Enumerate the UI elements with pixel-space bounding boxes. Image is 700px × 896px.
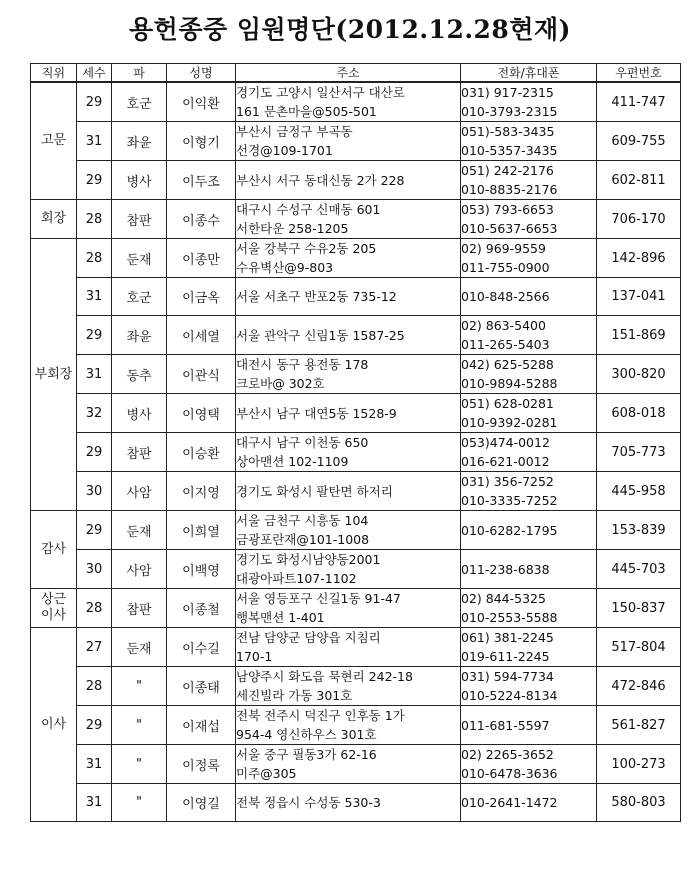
address-cell-line: 대전시 동구 용전동 178 — [236, 357, 369, 372]
name-cell: 이종수 — [167, 200, 236, 239]
address-cell-line: 서울 서초구 반포2동 735-12 — [236, 289, 397, 304]
position-cell — [31, 82, 77, 200]
table-row — [31, 278, 681, 316]
address-cell-line: 대구시 남구 이천동 650 — [236, 435, 369, 450]
phone-cell-line: 010-6282-1795 — [461, 522, 558, 538]
generation-cell: 28 — [77, 239, 112, 278]
table-row — [31, 472, 681, 511]
generation-cell: 29 — [77, 433, 112, 472]
address-cell-line: 161 문촌마을@505-501 — [236, 104, 377, 119]
phone-cell-line: 051)-583-3435 — [461, 124, 555, 139]
position-cell — [31, 628, 77, 822]
generation-cell: 31 — [77, 122, 112, 161]
address-cell-line: 954-4 영신하우스 301호 — [236, 727, 377, 742]
position-cell-line: 이사 — [40, 608, 67, 623]
name-cell: 이수길 — [167, 628, 236, 667]
phone-cell — [461, 278, 597, 316]
zip-cell: 137-041 — [597, 278, 681, 316]
generation-cell: 29 — [77, 82, 112, 122]
branch-cell: " — [112, 784, 167, 822]
address-cell — [236, 589, 461, 628]
table-row — [31, 394, 681, 433]
name-cell: 이관식 — [167, 355, 236, 394]
address-cell-line: 부산시 서구 동대신동 2가 228 — [236, 172, 405, 188]
phone-cell-line: 010-2553-5588 — [461, 610, 558, 625]
position-cell — [31, 200, 77, 239]
phone-cell-line: 016-621-0012 — [461, 454, 550, 469]
phone-cell-line: 02) 844-5325 — [461, 591, 546, 606]
zip-cell: 517-804 — [597, 628, 681, 667]
address-cell-line: 서한타운 258-1205 — [236, 221, 349, 236]
zip-cell: 705-773 — [597, 433, 681, 472]
phone-cell-line: 011-265-5403 — [461, 337, 550, 352]
address-cell-line: 전남 담양군 담양읍 지침리 — [236, 630, 381, 645]
generation-cell: 29 — [77, 511, 112, 550]
generation-cell: 31 — [77, 355, 112, 394]
generation-cell: 29 — [77, 316, 112, 355]
table-row — [31, 433, 681, 472]
generation-cell: 30 — [77, 550, 112, 589]
zip-cell: 472-846 — [597, 667, 681, 706]
address-cell — [236, 628, 461, 667]
address-cell-line: 크로바@ 302호 — [236, 376, 325, 391]
phone-cell — [461, 200, 597, 239]
address-cell-line: 경기도 화성시 팔탄면 하저리 — [236, 483, 393, 499]
address-cell — [236, 433, 461, 472]
phone-cell-line: 02) 2265-3652 — [461, 747, 554, 762]
column-header-address: 주소 — [236, 64, 461, 83]
phone-cell — [461, 122, 597, 161]
name-cell: 이금옥 — [167, 278, 236, 316]
zip-cell: 608-018 — [597, 394, 681, 433]
phone-cell-line: 010-5357-3435 — [461, 143, 558, 158]
address-cell-line: 세진빌라 가동 301호 — [236, 688, 353, 703]
table-row — [31, 82, 681, 122]
position-cell-line: 이사 — [40, 716, 67, 732]
zip-cell: 153-839 — [597, 511, 681, 550]
address-cell-line: 서울 영등포구 신길1동 91-47 — [236, 591, 401, 606]
table-row — [31, 316, 681, 355]
phone-cell — [461, 472, 597, 511]
address-cell — [236, 511, 461, 550]
table-row — [31, 239, 681, 278]
phone-cell — [461, 82, 597, 122]
phone-cell-line: 010-3335-7252 — [461, 493, 558, 508]
phone-cell — [461, 161, 597, 200]
phone-cell-line: 053)474-0012 — [461, 435, 550, 450]
branch-cell: 좌윤 — [112, 122, 167, 161]
name-cell: 이형기 — [167, 122, 236, 161]
table-row — [31, 511, 681, 550]
phone-cell — [461, 745, 597, 784]
branch-cell: 둔재 — [112, 511, 167, 550]
branch-cell: 좌윤 — [112, 316, 167, 355]
address-cell — [236, 394, 461, 433]
zip-cell: 300-820 — [597, 355, 681, 394]
address-cell — [236, 82, 461, 122]
address-cell — [236, 316, 461, 355]
branch-cell: " — [112, 745, 167, 784]
phone-cell — [461, 433, 597, 472]
generation-cell: 32 — [77, 394, 112, 433]
generation-cell: 27 — [77, 628, 112, 667]
officer-roster-table — [30, 63, 681, 822]
name-cell: 이종만 — [167, 239, 236, 278]
generation-cell: 31 — [77, 278, 112, 316]
address-cell — [236, 667, 461, 706]
address-cell-line: 대구시 수성구 신매동 601 — [236, 202, 381, 217]
table-row — [31, 706, 681, 745]
phone-cell-line: 010-6478-3636 — [461, 766, 558, 781]
zip-cell: 142-896 — [597, 239, 681, 278]
address-cell — [236, 550, 461, 589]
branch-cell: 둔재 — [112, 239, 167, 278]
table-row — [31, 784, 681, 822]
zip-cell: 706-170 — [597, 200, 681, 239]
generation-cell: 28 — [77, 589, 112, 628]
address-cell-line: 경기도 화성시남양동2001 — [236, 552, 381, 567]
address-cell-line: 미주@305 — [236, 766, 297, 781]
phone-cell-line: 010-3793-2315 — [461, 104, 558, 119]
phone-cell — [461, 706, 597, 745]
column-header-phone: 전화/휴대폰 — [461, 64, 597, 83]
position-cell-line: 감사 — [40, 541, 67, 557]
name-cell: 이승환 — [167, 433, 236, 472]
phone-cell — [461, 667, 597, 706]
phone-cell — [461, 550, 597, 589]
name-cell: 이두조 — [167, 161, 236, 200]
position-cell-line: 상근 — [40, 592, 67, 607]
generation-cell: 28 — [77, 667, 112, 706]
zip-cell: 580-803 — [597, 784, 681, 822]
address-cell — [236, 278, 461, 316]
table-header — [31, 64, 681, 83]
address-cell — [236, 161, 461, 200]
branch-cell: 호군 — [112, 82, 167, 122]
column-header-name: 성명 — [167, 64, 236, 83]
address-cell — [236, 239, 461, 278]
zip-cell: 151-869 — [597, 316, 681, 355]
phone-cell-line: 042) 625-5288 — [461, 357, 554, 372]
column-header-zip: 우편번호 — [597, 64, 681, 83]
branch-cell: 참판 — [112, 433, 167, 472]
column-header-branch: 파 — [112, 64, 167, 83]
position-cell — [31, 589, 77, 628]
name-cell: 이종태 — [167, 667, 236, 706]
column-header-generation: 세수 — [77, 64, 112, 83]
branch-cell: 사암 — [112, 550, 167, 589]
branch-cell: 호군 — [112, 278, 167, 316]
name-cell: 이익환 — [167, 82, 236, 122]
address-cell — [236, 355, 461, 394]
address-cell-line: 행복맨션 1-401 — [236, 610, 325, 625]
phone-cell — [461, 316, 597, 355]
position-cell-line: 고문 — [40, 133, 67, 148]
zip-cell: 150-837 — [597, 589, 681, 628]
address-cell-line: 수유벽산@9-803 — [236, 260, 334, 275]
address-cell-line: 서울 금천구 시흥동 104 — [236, 513, 369, 528]
page-title: 용헌종중 임원명단(2012.12.28현재) — [129, 15, 571, 44]
branch-cell: " — [112, 667, 167, 706]
phone-cell-line: 053) 793-6653 — [461, 202, 554, 217]
name-cell: 이백영 — [167, 550, 236, 589]
table-row — [31, 161, 681, 200]
zip-cell: 445-958 — [597, 472, 681, 511]
position-cell-line: 회장 — [40, 211, 67, 226]
zip-cell: 445-703 — [597, 550, 681, 589]
table-body — [31, 82, 681, 822]
name-cell: 이정록 — [167, 745, 236, 784]
name-cell: 이희열 — [167, 511, 236, 550]
name-cell: 이재섭 — [167, 706, 236, 745]
phone-cell-line: 051) 242-2176 — [461, 163, 554, 178]
address-cell-line: 남양주시 화도읍 묵현리 242-18 — [236, 669, 413, 684]
phone-cell-line: 061) 381-2245 — [461, 630, 554, 645]
phone-cell-line: 02) 863-5400 — [461, 318, 546, 333]
generation-cell: 28 — [77, 200, 112, 239]
phone-cell-line: 02) 969-9559 — [461, 241, 546, 256]
phone-cell-line: 010-5637-6653 — [461, 221, 558, 236]
address-cell-line: 170-1 — [236, 649, 273, 664]
table-row — [31, 745, 681, 784]
table-row — [31, 628, 681, 667]
address-cell-line: 전북 정읍시 수성동 530-3 — [236, 795, 381, 810]
zip-cell: 411-747 — [597, 82, 681, 122]
phone-cell — [461, 589, 597, 628]
branch-cell: 둔재 — [112, 628, 167, 667]
address-cell-line: 부산시 남구 대연5동 1528-9 — [236, 405, 397, 421]
phone-cell-line: 031) 594-7734 — [461, 669, 554, 684]
address-cell-line: 선경@109-1701 — [236, 143, 333, 158]
generation-cell: 29 — [77, 161, 112, 200]
table-row — [31, 122, 681, 161]
phone-cell-line: 010-8835-2176 — [461, 182, 558, 197]
phone-cell — [461, 355, 597, 394]
generation-cell: 31 — [77, 745, 112, 784]
address-cell — [236, 472, 461, 511]
phone-cell — [461, 511, 597, 550]
generation-cell: 30 — [77, 472, 112, 511]
phone-cell-line: 010-9392-0281 — [461, 415, 558, 430]
phone-cell-line: 011-681-5597 — [461, 717, 550, 733]
address-cell-line: 서울 관악구 신림1동 1587-25 — [236, 327, 405, 343]
phone-cell-line: 010-2641-1472 — [461, 795, 558, 810]
position-cell — [31, 239, 77, 511]
table-row — [31, 589, 681, 628]
phone-cell-line: 051) 628-0281 — [461, 396, 554, 411]
position-cell — [31, 511, 77, 589]
name-cell: 이영길 — [167, 784, 236, 822]
phone-cell-line: 031) 356-7252 — [461, 474, 554, 489]
position-cell-line: 부회장 — [34, 366, 73, 382]
address-cell — [236, 122, 461, 161]
address-cell-line: 부산시 금정구 부곡동 — [236, 124, 353, 139]
branch-cell: " — [112, 706, 167, 745]
phone-cell-line: 010-5224-8134 — [461, 688, 558, 703]
branch-cell: 병사 — [112, 161, 167, 200]
address-cell — [236, 784, 461, 822]
branch-cell: 동추 — [112, 355, 167, 394]
branch-cell: 참판 — [112, 200, 167, 239]
zip-cell: 602-811 — [597, 161, 681, 200]
table-row — [31, 355, 681, 394]
address-cell — [236, 200, 461, 239]
name-cell: 이종철 — [167, 589, 236, 628]
address-cell — [236, 745, 461, 784]
phone-cell-line: 010-848-2566 — [461, 289, 550, 304]
phone-cell — [461, 394, 597, 433]
address-cell-line: 대광아파트107-1102 — [236, 571, 357, 586]
table-row — [31, 200, 681, 239]
phone-cell-line: 010-9894-5288 — [461, 376, 558, 391]
address-cell-line: 전북 전주시 덕진구 인후동 1가 — [236, 708, 405, 723]
phone-cell-line: 011-238-6838 — [461, 561, 550, 577]
address-cell-line: 상아맨션 102-1109 — [236, 454, 349, 469]
generation-cell: 29 — [77, 706, 112, 745]
address-cell-line: 서울 중구 필동3가 62-16 — [236, 747, 377, 762]
zip-cell: 561-827 — [597, 706, 681, 745]
table-row — [31, 550, 681, 589]
generation-cell: 31 — [77, 784, 112, 822]
column-header-position: 직위 — [31, 64, 77, 83]
phone-cell — [461, 239, 597, 278]
zip-cell: 609-755 — [597, 122, 681, 161]
branch-cell: 병사 — [112, 394, 167, 433]
address-cell-line: 서울 강북구 수유2동 205 — [236, 241, 377, 256]
address-cell-line: 경기도 고양시 일산서구 대산로 — [236, 85, 405, 100]
phone-cell-line: 019-611-2245 — [461, 649, 550, 664]
table-row — [31, 667, 681, 706]
branch-cell: 참판 — [112, 589, 167, 628]
zip-cell: 100-273 — [597, 745, 681, 784]
phone-cell — [461, 628, 597, 667]
name-cell: 이영택 — [167, 394, 236, 433]
phone-cell-line: 011-755-0900 — [461, 260, 550, 275]
branch-cell: 사암 — [112, 472, 167, 511]
phone-cell — [461, 784, 597, 822]
name-cell: 이지영 — [167, 472, 236, 511]
address-cell-line: 금광포란재@101-1008 — [236, 532, 370, 547]
phone-cell-line: 031) 917-2315 — [461, 85, 554, 100]
address-cell — [236, 706, 461, 745]
name-cell: 이세열 — [167, 316, 236, 355]
